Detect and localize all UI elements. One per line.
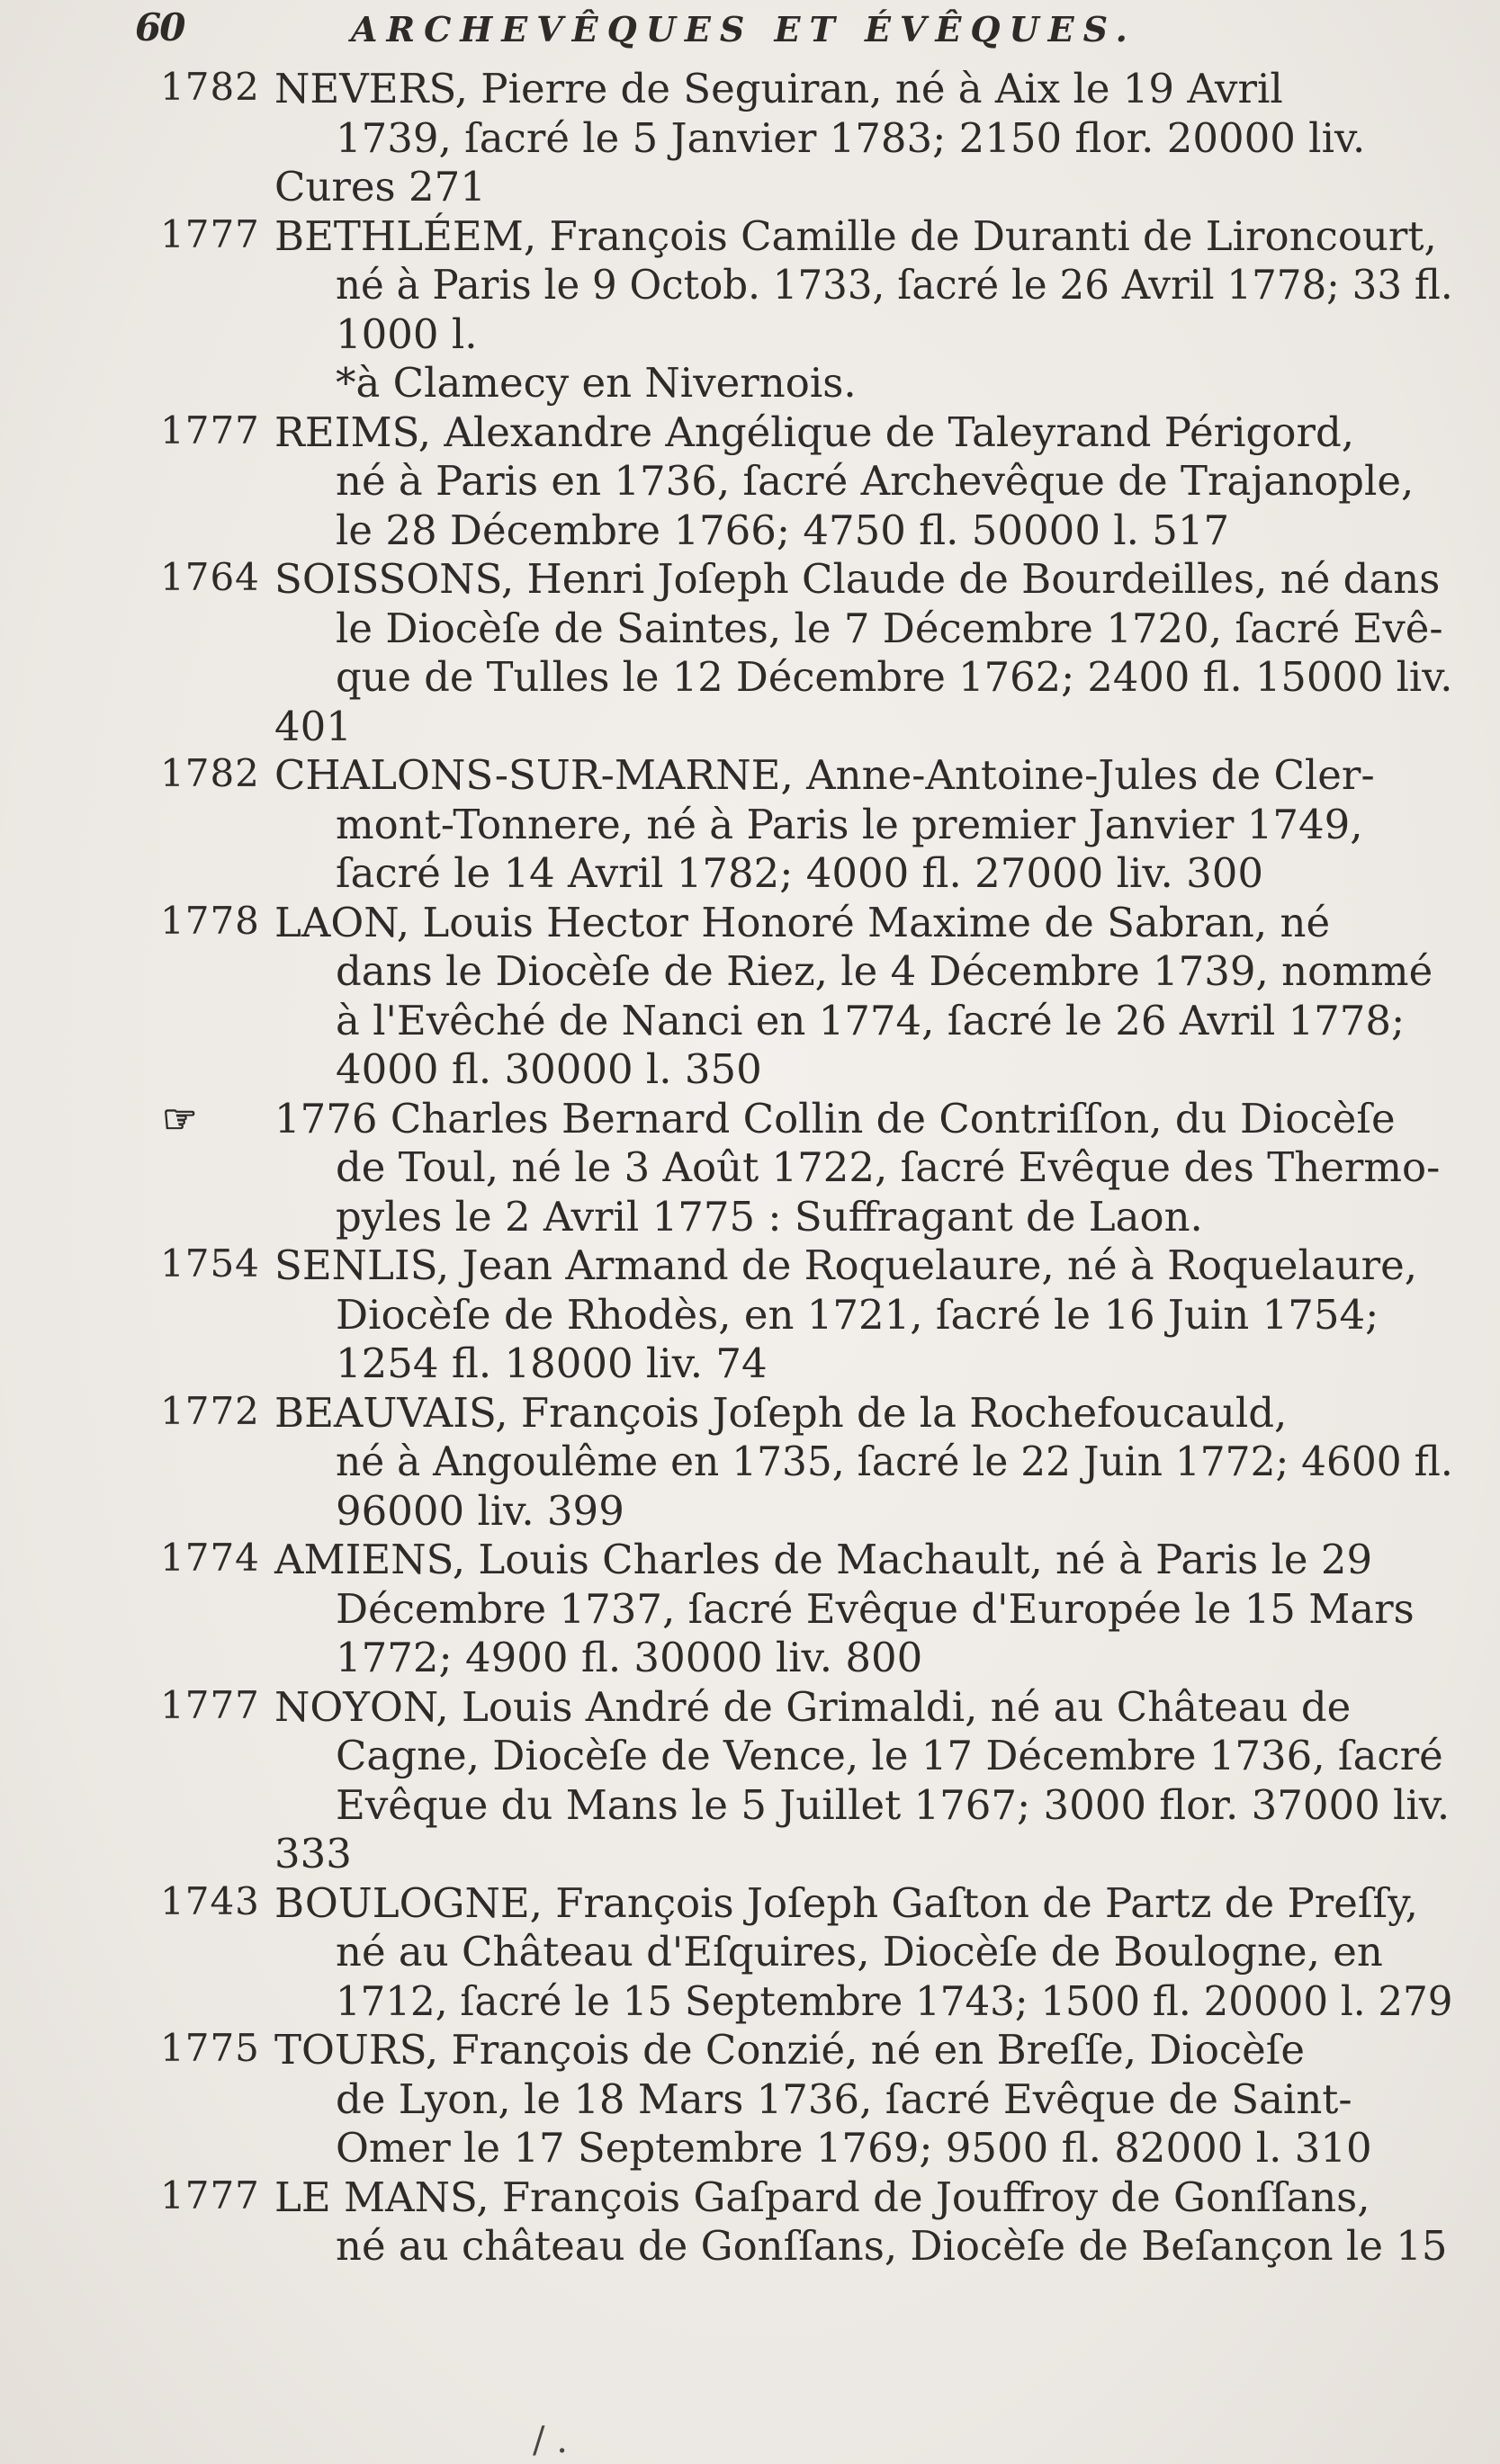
diocese-entry: [0, 1536, 1500, 1683]
entry-text: [274, 899, 1453, 1095]
entry-line: 401: [274, 702, 352, 750]
entry-year: 1778: [160, 898, 260, 943]
entry-line: né au château de Gonſſans, Diocèſe de Beſançon le 15: [336, 2222, 1448, 2270]
entry-year: 1777: [160, 211, 260, 256]
entry-line: Cagne, Diocèſe de Vence, le 17 Décembre 1736, ſacré: [336, 1732, 1443, 1779]
diocese-entry: [0, 2026, 1500, 2173]
entry-line: TOURS, François de Conzié, né en Breſſe, Diocèſe: [274, 2026, 1306, 2074]
entry-line: 333: [274, 1830, 352, 1877]
entry-text: [274, 1095, 1453, 1242]
entry-year: 1782: [160, 65, 260, 109]
entry-text: [274, 2173, 1453, 2271]
entry-line: né à Paris le 9 Octob. 1733, ſacré le 26 Avril 1778; 33 fl.: [336, 261, 1453, 309]
entry-text: [274, 1241, 1453, 1389]
entry-year: 1764: [160, 555, 260, 599]
entry-line: NEVERS, Pierre de Seguiran, né à Aix le 19 Avril: [274, 65, 1283, 112]
entry-line: né au Château d'Eſquires, Diocèſe de Boulogne, en: [336, 1928, 1383, 1976]
entry-line: Omer le 17 Septembre 1769; 9500 fl. 82000 l. 310: [336, 2124, 1372, 2172]
entry-line: Diocèſe de Rhodès, en 1721, ſacré le 16 Juin 1754;: [336, 1290, 1379, 1339]
diocese-entry: [0, 65, 1500, 212]
entry-year: 1777: [160, 2173, 260, 2218]
entry-line: Décembre 1737, ſacré Evêque d'Europée le 15 Mars: [336, 1584, 1415, 1633]
entry-line: 1000 l.: [336, 309, 478, 358]
entry-text: [274, 1879, 1453, 2027]
entry-text: [274, 1536, 1453, 1683]
entry-line: BEAUVAIS, François Joſeph de la Rochefoucauld,: [274, 1388, 1288, 1437]
diocese-entry: [0, 899, 1500, 1095]
entry-line: 4000 fl. 30000 l. 350: [336, 1045, 762, 1093]
diocese-entry: [0, 1683, 1500, 1879]
entry-text: [274, 751, 1453, 899]
entry-line: BETHLÉEM, François Camille de Duranti de Lironcourt,: [274, 211, 1437, 260]
entry-year: 1743: [160, 1878, 260, 1923]
entry-line: SOISSONS, Henri Joſeph Claude de Bourdeilles, né dans: [274, 555, 1441, 603]
entry-text: [274, 408, 1453, 556]
page-number: 60: [135, 5, 184, 49]
entry-line: mont-Tonnere, né à Paris le premier Janvier 1749,: [336, 800, 1363, 848]
entry-text: [274, 555, 1453, 751]
entry-text: [274, 1683, 1453, 1879]
entry-line: BOULOGNE, François Joſeph Gaſton de Partz de Preſſy,: [274, 1878, 1418, 1927]
entry-year: 1777: [160, 408, 260, 452]
entry-line: 1254 fl. 18000 liv. 74: [336, 1340, 768, 1387]
entry-line: de Toul, né le 3 Août 1722, ſacré Evêque des Thermo-: [336, 1143, 1441, 1191]
entry-line: le 28 Décembre 1766; 4750 fl. 50000 l. 517: [336, 506, 1230, 554]
entry-text: [274, 1389, 1453, 1537]
entry-line: NOYON, Louis André de Grimaldi, né au Château de: [274, 1682, 1352, 1731]
entry-line: SENLIS, Jean Armand de Roquelaure, né à Roquelaure,: [274, 1241, 1418, 1289]
entry-year: 1782: [160, 751, 260, 795]
diocese-entry: [0, 1095, 1500, 1242]
running-title: ARCHEVÊQUES ET ÉVÊQUES.: [351, 9, 1136, 49]
entry-year: 1774: [160, 1536, 260, 1580]
diocese-entry: [0, 555, 1500, 751]
diocese-entry: [0, 751, 1500, 899]
entry-line: CHALONS-SUR-MARNE, Anne-Antoine-Jules de Cler-: [274, 751, 1375, 799]
entry-line: à l'Evêché de Nanci en 1774, ſacré le 26 Avril 1778;: [336, 996, 1406, 1044]
entry-line: né à Paris en 1736, ſacré Archevêque de Trajanople,: [336, 457, 1415, 505]
bottom-fragment: / .: [533, 2420, 568, 2461]
entry-line: le Diocèſe de Saintes, le 7 Décembre 1720, ſacré Evê-: [336, 604, 1443, 652]
diocese-entries: [0, 65, 1500, 2271]
diocese-entry: [0, 2173, 1500, 2271]
entry-text: [274, 2026, 1453, 2173]
entry-line: 1772; 4900 fl. 30000 liv. 800: [336, 1634, 923, 1681]
entry-line: de Lyon, le 18 Mars 1736, ſacré Evêque de Saint-: [336, 2074, 1352, 2123]
entry-year: 1775: [160, 2026, 260, 2070]
entry-line: AMIENS, Louis Charles de Machault, né à Paris le 29: [274, 1536, 1373, 1583]
entry-line: que de Tulles le 12 Décembre 1762; 2400 fl. 15000 liv.: [336, 653, 1453, 701]
diocese-entry: [0, 212, 1500, 408]
entry-line: 1739, ſacré le 5 Janvier 1783; 2150 flor. 20000 liv.: [336, 113, 1366, 162]
entry-line: né à Angoulême en 1735, ſacré le 22 Juin 1772; 4600 fl.: [336, 1438, 1453, 1485]
diocese-entry: [0, 1879, 1500, 2027]
pointing-hand-icon: ☞: [162, 1096, 194, 1142]
entry-line: LAON, Louis Hector Honoré Maxime de Sabran, né: [274, 898, 1331, 946]
entry-line: Evêque du Mans le 5 Juillet 1767; 3000 flor. 37000 liv.: [336, 1780, 1451, 1829]
entry-year: 1754: [160, 1241, 260, 1286]
entry-line: *à Clamecy en Nivernois.: [336, 359, 857, 407]
entry-line: dans le Diocèſe de Riez, le 4 Décembre 1739, nommé: [336, 947, 1433, 995]
entry-year: 1777: [160, 1682, 260, 1727]
entry-line: pyles le 2 Avril 1775 : Suffragant de Laon.: [336, 1192, 1203, 1241]
entry-line: ſacré le 14 Avril 1782; 4000 fl. 27000 liv. 300: [336, 849, 1263, 897]
entry-text: [274, 65, 1453, 212]
entry-year: 1772: [160, 1388, 260, 1433]
page-header: [135, 5, 1449, 68]
entry-line: Cures 271: [274, 163, 486, 211]
diocese-entry: [0, 408, 1500, 556]
entry-line: REIMS, Alexandre Angélique de Taleyrand Périgord,: [274, 408, 1355, 456]
entry-line: LE MANS, François Gaſpard de Jouffroy de Gonſſans,: [274, 2173, 1370, 2221]
entry-line: 96000 liv. 399: [336, 1486, 624, 1535]
entry-text: [274, 212, 1453, 408]
diocese-entry: [0, 1241, 1500, 1389]
entry-line: 1776 Charles Bernard Collin de Contriſſon, du Diocèſe: [274, 1094, 1396, 1142]
entry-line: 1712, ſacré le 15 Septembre 1743; 1500 fl. 20000 l. 279: [336, 1976, 1453, 2025]
diocese-entry: [0, 1389, 1500, 1537]
